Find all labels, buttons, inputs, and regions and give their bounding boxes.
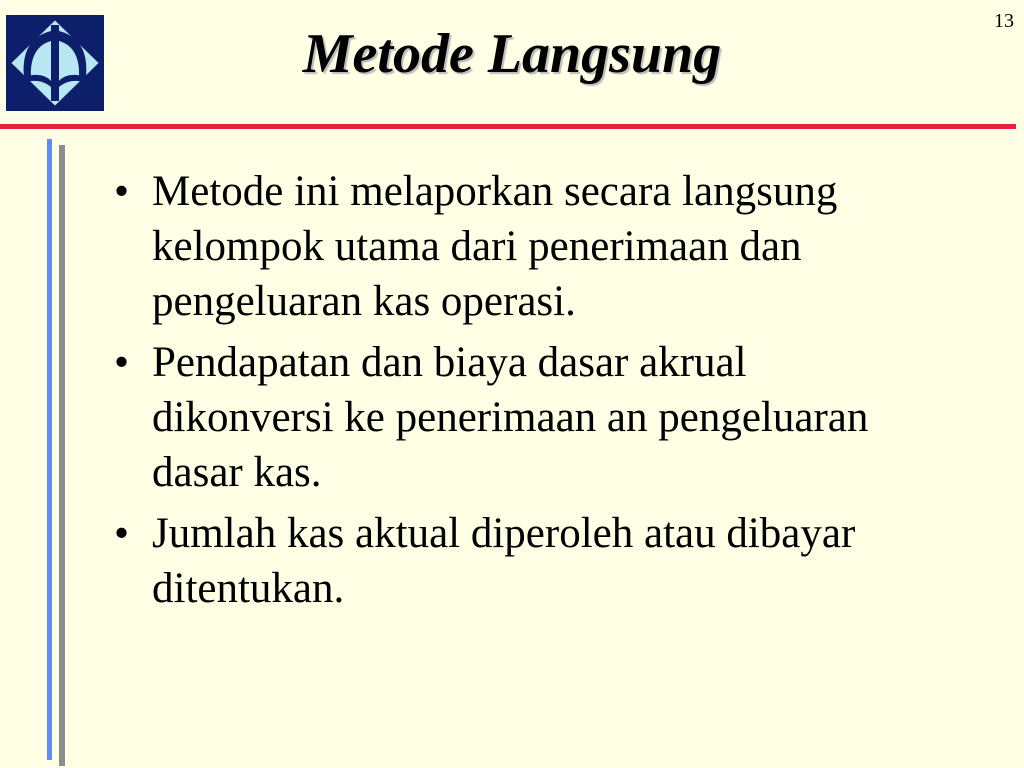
slide-title: Metode Langsung bbox=[302, 23, 722, 85]
bullet-text: Pendapatan dan biaya dasar akrual dikonversi ke penerimaan an pengeluaran dasar kas. bbox=[152, 339, 869, 496]
bullet-point-icon: • bbox=[114, 168, 130, 215]
bullet-item bbox=[112, 506, 912, 616]
bullet-point-icon: • bbox=[114, 510, 130, 557]
bullet-list bbox=[112, 164, 912, 622]
bullet-item bbox=[112, 335, 912, 500]
title-divider-red bbox=[0, 124, 1016, 129]
left-accent-bar-blue bbox=[47, 139, 52, 760]
bullet-text: Jumlah kas aktual diperoleh atau dibayar ditentukan. bbox=[152, 510, 856, 612]
bullet-point-icon: • bbox=[114, 339, 130, 386]
bullet-text: Metode ini melaporkan secara langsung kelompok utama dari penerimaan dan pengeluaran kas operasi. bbox=[152, 168, 838, 325]
slide-number: 13 bbox=[994, 10, 1014, 32]
bullet-item bbox=[112, 164, 912, 329]
left-accent-bar-gray bbox=[59, 145, 65, 766]
